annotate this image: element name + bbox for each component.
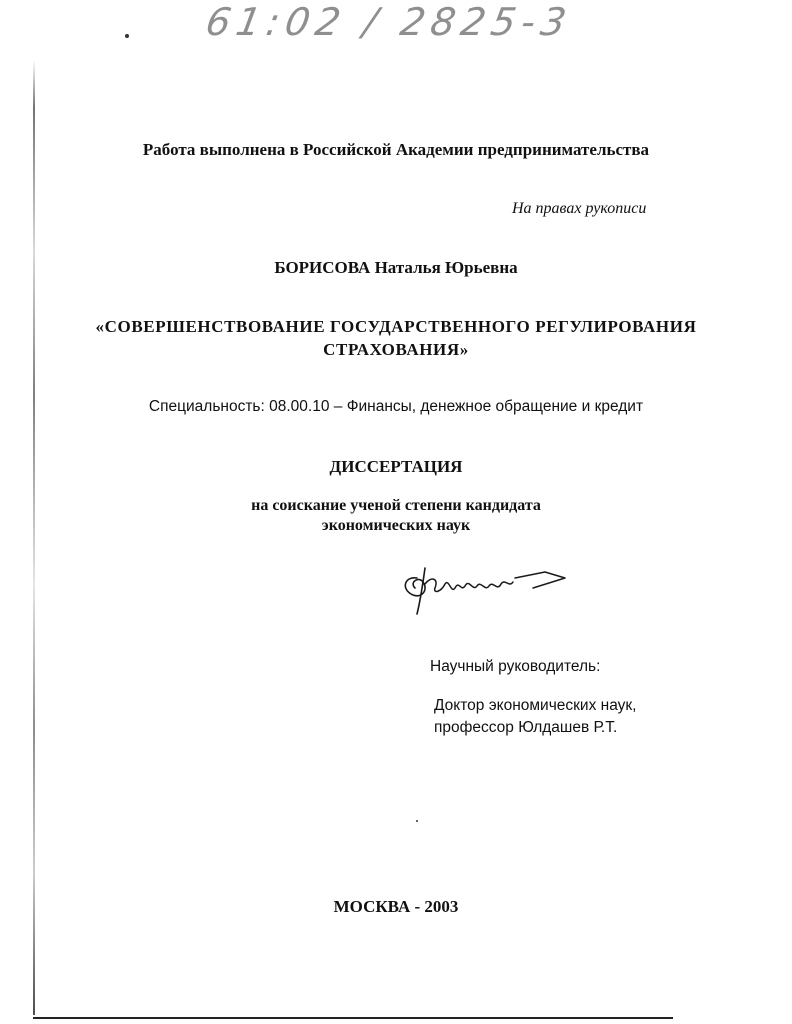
supervisor-label: Научный руководитель: bbox=[430, 658, 601, 675]
specialty-line: Специальность: 08.00.10 – Финансы, денежное обращение и кредит bbox=[148, 398, 644, 415]
author-name: БОРИСОВА Наталья Юрьевна bbox=[274, 258, 518, 277]
rights-note: На правах рукописи bbox=[512, 200, 647, 217]
dissertation-title-line2: СТРАХОВАНИЯ» bbox=[323, 340, 469, 359]
scan-speck bbox=[125, 34, 129, 38]
city-year: МОСКВА - 2003 bbox=[333, 897, 459, 916]
scan-edge-left bbox=[33, 60, 35, 1015]
supervisor-degree: Доктор экономических наук, bbox=[434, 697, 637, 714]
institution-line: Работа выполнена в Российской Академии предпринимательства bbox=[142, 140, 650, 159]
author-signature bbox=[395, 548, 575, 618]
supervisor-name: профессор Юлдашев Р.Т. bbox=[434, 719, 618, 736]
degree-line2: экономических наук bbox=[321, 517, 471, 534]
dissertation-title-line1: «СОВЕРШЕНСТВОВАНИЕ ГОСУДАРСТВЕННОГО РЕГУЛИРОВАНИЯ bbox=[95, 317, 697, 336]
document-type-heading: ДИССЕРТАЦИЯ bbox=[329, 457, 463, 476]
scan-edge-bottom bbox=[33, 1017, 673, 1019]
library-stamp: 61:02 / 2825-3 bbox=[202, 0, 576, 44]
degree-line1: на соискание ученой степени кандидата bbox=[251, 497, 541, 514]
scan-speck bbox=[416, 820, 418, 822]
